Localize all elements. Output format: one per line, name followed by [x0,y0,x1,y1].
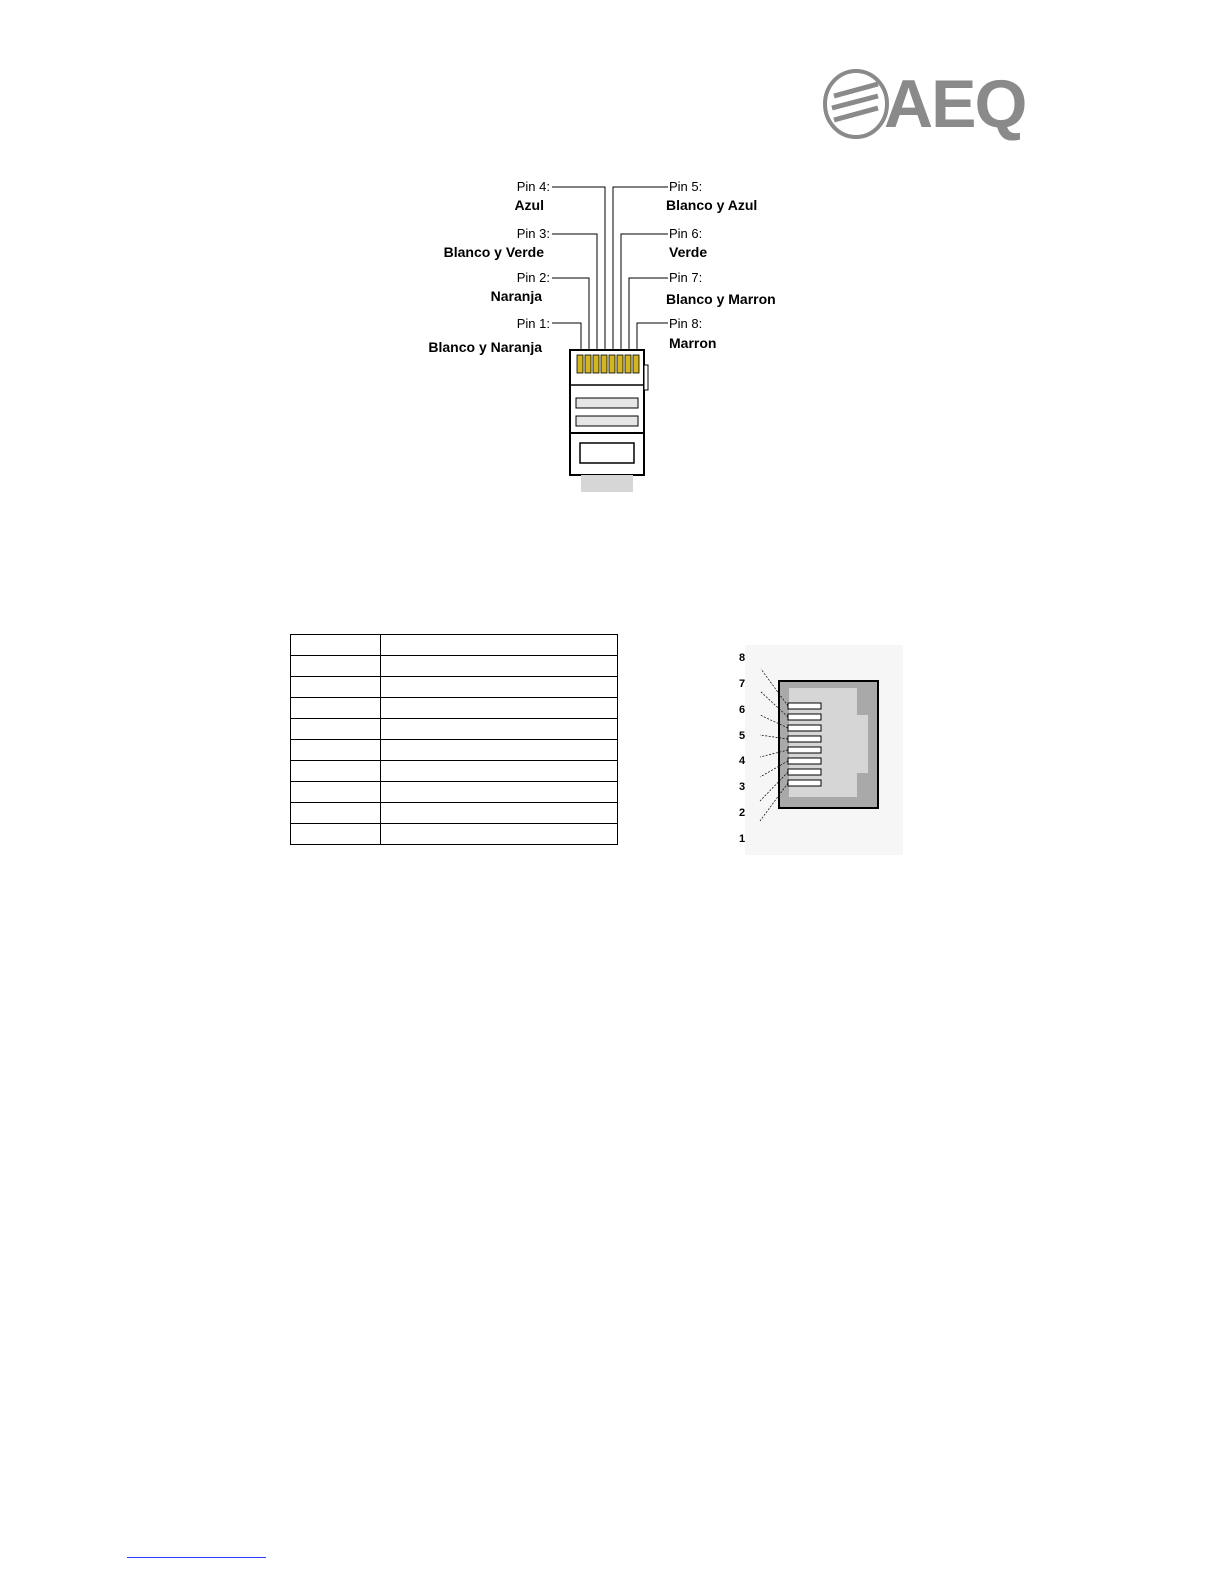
pin-2-color: Naranja [490,288,542,304]
table-cell-description [381,635,618,656]
table-cell-pin [291,740,381,761]
table-row [291,656,618,677]
socket-num-7: 7 [739,678,746,690]
table-row [291,824,618,845]
socket-num-4: 4 [739,755,746,767]
pin-8-label: Pin 8: [669,316,703,331]
table-cell-pin [291,698,381,719]
table-cell-pin [291,719,381,740]
pin-4-label: Pin 4: [516,179,550,194]
table-row [291,740,618,761]
pinout-table [290,634,618,845]
table-row [291,677,618,698]
table-cell-description [381,824,618,845]
table-cell-pin [291,824,381,845]
table-cell-pin [291,761,381,782]
table-cell-pin [291,656,381,677]
pin-7-label: Pin 7: [669,270,703,285]
pin-4-color: Azul [514,197,544,213]
pin-1-color: Blanco y Naranja [428,339,542,355]
pin-7-color: Blanco y Marron [666,291,776,307]
table-cell-pin [291,803,381,824]
pin-6-label: Pin 6: [669,226,703,241]
table-row [291,761,618,782]
table-cell-pin [291,635,381,656]
pin-5-label: Pin 5: [669,179,703,194]
table-row [291,782,618,803]
socket-num-8: 8 [739,652,746,664]
table-row [291,803,618,824]
table-cell-pin [291,677,381,698]
pin-2-label: Pin 2: [516,270,550,285]
socket-num-3: 3 [739,781,746,793]
socket-num-1: 1 [739,833,746,845]
pin-5-color: Blanco y Azul [666,197,758,213]
table-cell-pin [291,782,381,803]
table-cell-description [381,740,618,761]
table-cell-description [381,719,618,740]
table-cell-description [381,782,618,803]
aeq-logo-mark [820,66,892,142]
rj45-plug-diagram [540,180,690,495]
pin-3-label: Pin 3: [516,226,550,241]
table-cell-description [381,698,618,719]
socket-num-5: 5 [739,730,746,742]
socket-num-6: 6 [739,704,746,716]
table-row [291,635,618,656]
pin-3-color: Blanco y Verde [443,244,544,260]
socket-num-2: 2 [739,807,746,819]
table-cell-description [381,677,618,698]
rj45-socket-diagram [735,645,905,855]
table-cell-description [381,761,618,782]
pin-1-label: Pin 1: [516,316,550,331]
table-cell-description [381,656,618,677]
table-row [291,719,618,740]
table-cell-description [381,803,618,824]
table-row [291,698,618,719]
pin-8-color: Marron [669,335,717,351]
footer-link-underline [127,1557,266,1558]
pin-6-color: Verde [669,244,708,260]
logo-text: AEQ [884,66,1026,142]
